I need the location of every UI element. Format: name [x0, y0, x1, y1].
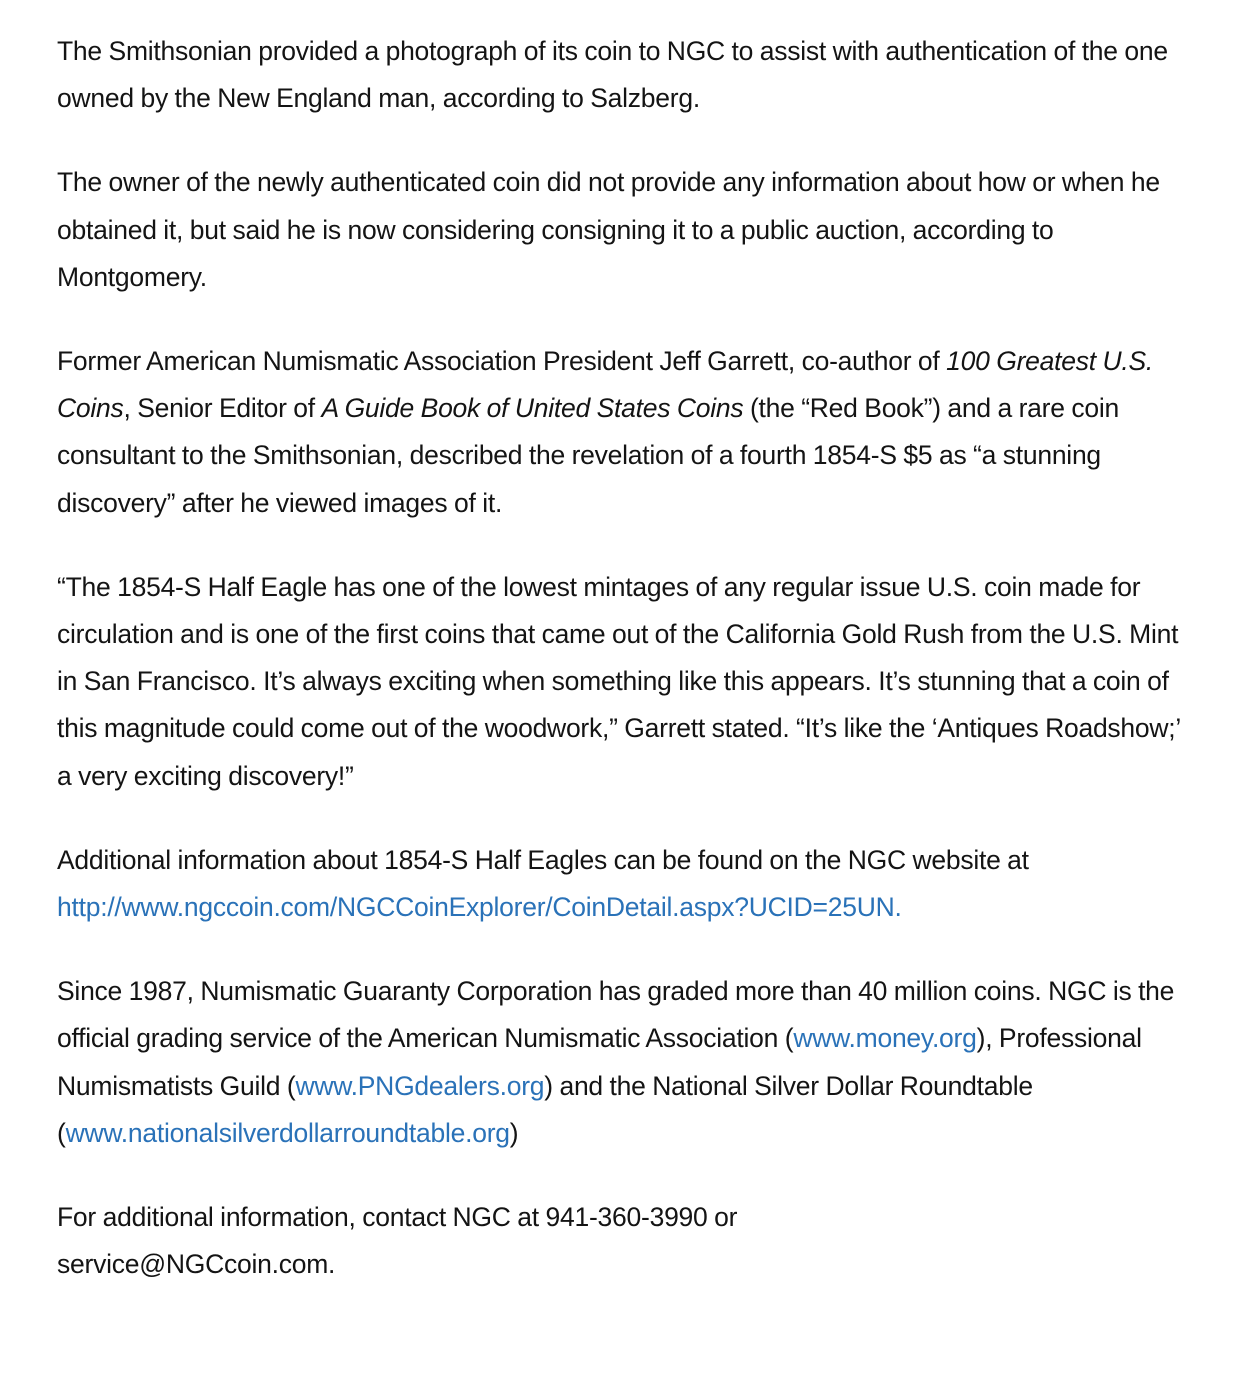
paragraph-ngc-about	[57, 968, 1182, 1157]
paragraph-owner-auction	[57, 159, 1182, 301]
paragraph-smithsonian-photo	[57, 28, 1182, 122]
paragraph-text: “The 1854-S Half Eagle has one of the lowest mintages of any regular issue U.S. coin made for circulation and is one of the first coins that came out of the California Gold Rush from the U.S. Mint in San Francisco. It’s always exciting when something like this appears. It’s stunning that a coin of this magnitude could come out of the woodwork,” Garrett stated. “It’s like the ‘Antiques Roadshow;’ a very exciting discovery!”	[57, 571, 1181, 791]
paragraph-text: The Smithsonian provided a photograph of its coin to NGC to assist with authentication of the one owned by the New England man, according to Salzberg.	[57, 36, 1168, 114]
paragraph-contact	[57, 1194, 1182, 1288]
paragraph-text: ), Professional Numismatists Guild (	[57, 1023, 1142, 1101]
png-dealers-link[interactable]: www.PNGdealers.org	[295, 1070, 545, 1101]
paragraph-text: The owner of the newly authenticated coin did not provide any information about how or when he obtained it, but said he is now considering consigning it to a public auction, according to Montgomery.	[57, 167, 1160, 292]
paragraph-garrett-quote	[57, 564, 1182, 800]
money-org-link[interactable]: www.money.org	[793, 1023, 977, 1054]
book-title-guide-book: A Guide Book of United States Coins	[321, 393, 744, 424]
paragraph-text: , Senior Editor of	[123, 393, 322, 424]
document-page	[57, 28, 1182, 1288]
paragraph-garrett-quote-intro	[57, 338, 1182, 527]
paragraph-text: Former American Numismatic Association President Jeff Garrett, co-author of	[57, 346, 947, 377]
contact-line: For additional information, contact NGC at 941-360-3990 or	[57, 1202, 738, 1233]
paragraph-text: ) and the National Silver Dollar Roundtable (	[57, 1070, 1033, 1148]
silver-dollar-roundtable-link[interactable]: www.nationalsilverdollarroundtable.org	[65, 1117, 510, 1148]
paragraph-additional-info	[57, 837, 1182, 931]
book-title-100-greatest: 100 Greatest U.S. Coins	[57, 346, 1153, 424]
contact-email: service@NGCcoin.com.	[57, 1249, 336, 1280]
ngc-coin-explorer-link[interactable]: http://www.ngccoin.com/NGCCoinExplorer/CoinDetail.aspx?UCID=25UN.	[57, 892, 902, 923]
paragraph-text: Additional information about 1854-S Half Eagles can be found on the NGC website at	[57, 844, 1029, 875]
paragraph-text: )	[509, 1117, 519, 1148]
paragraph-text: (the “Red Book”) and a rare coin consultant to the Smithsonian, described the revelation of a fourth 1854-S $5 as “a stunning discovery” after he viewed images of it.	[57, 393, 1119, 518]
paragraph-text: Since 1987, Numismatic Guaranty Corporation has graded more than 40 million coins. NGC is the official grading service of the American Numismatic Association (	[57, 976, 1175, 1054]
